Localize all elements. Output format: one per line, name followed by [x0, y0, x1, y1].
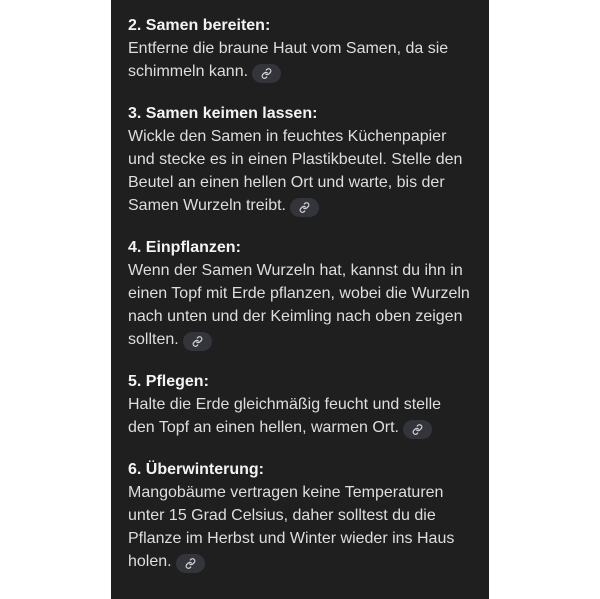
step-heading: 5. Pflegen: — [128, 373, 209, 390]
step-section-5 — [128, 370, 471, 439]
step-heading: 4. Einpflanzen: — [128, 239, 241, 256]
step-text: Entferne die braune Haut vom Samen, da sie schimmeln kann. — [128, 40, 449, 80]
step-body — [128, 125, 471, 217]
step-text: Halte die Erde gleichmäßig feucht und stelle den Topf an einen hellen, warmen Ort. — [128, 396, 442, 436]
step-body — [128, 393, 471, 439]
link-icon — [412, 424, 423, 435]
source-link-button[interactable] — [252, 64, 281, 83]
link-icon — [192, 336, 203, 347]
step-heading: 3. Samen keimen lassen: — [128, 105, 318, 122]
source-link-button[interactable] — [290, 198, 319, 217]
link-icon — [185, 558, 196, 569]
source-link-button[interactable] — [183, 332, 212, 351]
step-heading: 2. Samen bereiten: — [128, 17, 271, 34]
step-text: Wickle den Samen in feuchtes Küchenpapier und stecke es in einen Plastikbeutel. Stelle den Beutel an einen hellen Ort und warte, bis der Samen Wurzeln treibt. — [128, 128, 463, 214]
step-body — [128, 259, 471, 351]
source-link-button[interactable] — [403, 420, 432, 439]
link-icon — [261, 68, 272, 79]
step-section-4 — [128, 236, 471, 351]
step-section-6 — [128, 458, 471, 573]
step-body — [128, 481, 471, 573]
step-section-2 — [128, 14, 471, 83]
source-link-button[interactable] — [176, 554, 205, 573]
step-text: Wenn der Samen Wurzeln hat, kannst du ihn in einen Topf mit Erde pflanzen, wobei die Wurzeln nach unten und der Keimling nach oben zeigen sollten. — [128, 262, 470, 348]
link-icon — [299, 202, 310, 213]
step-heading: 6. Überwinterung: — [128, 461, 265, 478]
step-body — [128, 37, 471, 83]
chat-response-panel — [111, 0, 489, 599]
step-text: Mangobäume vertragen keine Temperaturen unter 15 Grad Celsius, daher solltest du die Pflanze im Herbst und Winter wieder ins Haus holen. — [128, 484, 455, 570]
step-section-3 — [128, 102, 471, 217]
